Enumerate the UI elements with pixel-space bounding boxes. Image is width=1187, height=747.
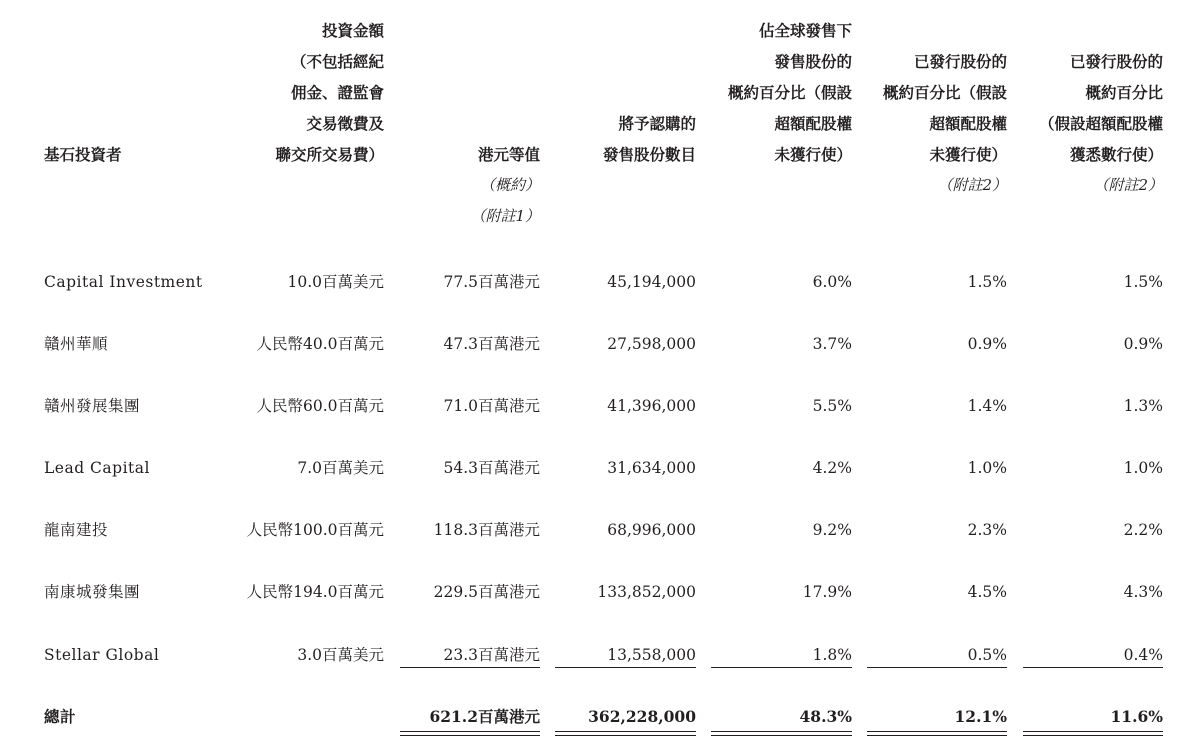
hkd-equivalent: 23.3百萬港元: [443, 646, 540, 664]
note-2: （附註2）: [937, 176, 1007, 194]
header-line: 未獲行使）: [929, 145, 1007, 164]
pct-global-offering: 4.2%: [812, 459, 852, 477]
hkd-equivalent: 47.3百萬港元: [443, 335, 540, 353]
total-label: 總計: [44, 707, 77, 726]
investor-name: Capital Investment: [44, 273, 203, 291]
header-offer-shares: [603, 108, 696, 170]
pct-issued-fully-exercised: 0.9%: [1123, 335, 1163, 353]
investment-amount: 7.0百萬美元: [297, 459, 384, 477]
investor-name: Stellar Global: [44, 646, 160, 664]
total-row: [0, 702, 1187, 732]
offer-shares: 41,396,000: [607, 397, 696, 415]
pct-issued-fully-exercised: 1.3%: [1123, 397, 1163, 415]
pct-issued-fully-exercised: 2.2%: [1123, 521, 1163, 539]
investor-name: 贛州華順: [44, 335, 109, 353]
pct-issued-not-exercised: 4.5%: [967, 583, 1007, 601]
header-line: 聯交所交易費）: [275, 145, 384, 164]
total-double-rule: [867, 731, 1007, 736]
pct-global-offering: 3.7%: [812, 335, 852, 353]
investor-name: 龍南建投: [44, 521, 109, 539]
pct-issued-not-exercised: 0.9%: [967, 335, 1007, 353]
pct-global-offering: 6.0%: [812, 273, 852, 291]
investment-amount: 人民幣60.0百萬元: [256, 397, 384, 415]
pct-issued-not-exercised: 1.5%: [967, 273, 1007, 291]
pct-issued-not-exercised: 0.5%: [967, 646, 1007, 664]
header-hkd-equivalent: [478, 139, 540, 170]
table-row: [0, 577, 1187, 607]
investor-name: Lead Capital: [44, 459, 150, 477]
header-line: 發售股份數目: [602, 145, 696, 164]
header-line: 已發行股份的: [913, 52, 1007, 71]
table-row: [0, 640, 1187, 670]
pct-global-offering: 17.9%: [802, 583, 852, 601]
header-line: 投資金額: [321, 21, 384, 40]
pct-global-offering: 9.2%: [812, 521, 852, 539]
total-offer-shares: 362,228,000: [588, 707, 696, 726]
pct-issued-fully-exercised: 0.4%: [1123, 646, 1163, 664]
header-line: （假設超額配股權: [1038, 114, 1163, 133]
header-pct-global-offering: [728, 15, 852, 170]
table-row: [0, 267, 1187, 297]
header-line: 佣金、證監會: [290, 83, 384, 102]
offer-shares: 31,634,000: [607, 459, 696, 477]
pct-global-offering: 1.8%: [812, 646, 852, 664]
offer-shares: 27,598,000: [607, 335, 696, 353]
header-line: 超額配股權: [774, 114, 852, 133]
total-hkd-equivalent: 621.2百萬港元: [429, 707, 540, 726]
investment-amount: 人民幣100.0百萬元: [246, 521, 384, 539]
total-double-rule: [400, 731, 540, 736]
table-row: [0, 453, 1187, 483]
subtotal-rule: [867, 667, 1007, 668]
offer-shares: 45,194,000: [607, 273, 696, 291]
investment-amount: 人民幣40.0百萬元: [256, 335, 384, 353]
investment-amount: 10.0百萬美元: [287, 273, 384, 291]
note-approx: （概約）: [479, 176, 540, 194]
header-line: 港元等值: [477, 145, 540, 164]
offer-shares: 13,558,000: [607, 646, 696, 664]
investor-name: 南康城發集團: [44, 583, 141, 601]
header-line: 基石投資者: [44, 145, 122, 164]
table-row: [0, 329, 1187, 359]
pct-issued-fully-exercised: 4.3%: [1123, 583, 1163, 601]
header-line: 將予認購的: [618, 114, 696, 133]
hkd-equivalent: 77.5百萬港元: [443, 273, 540, 291]
hkd-equivalent: 54.3百萬港元: [443, 459, 540, 477]
hkd-equivalent: 229.5百萬港元: [433, 583, 540, 601]
hkd-equivalent: 118.3百萬港元: [433, 521, 540, 539]
table-row: [0, 391, 1187, 421]
header-pct-issued-not-exercised: [883, 46, 1007, 170]
total-pct-issued-not-exercised: 12.1%: [954, 707, 1007, 726]
header-line: 發售股份的: [774, 52, 852, 71]
pct-issued-fully-exercised: 1.5%: [1123, 273, 1163, 291]
offer-shares: 68,996,000: [607, 521, 696, 539]
header-line: 概約百分比: [1085, 83, 1163, 102]
note-1: （附註1）: [470, 207, 540, 225]
investor-name: 贛州發展集團: [44, 397, 141, 415]
header-line: 概約百分比（假設: [882, 83, 1007, 102]
hkd-equivalent: 71.0百萬港元: [443, 397, 540, 415]
header-investor: [44, 139, 122, 170]
pct-issued-not-exercised: 2.3%: [967, 521, 1007, 539]
offer-shares: 133,852,000: [597, 583, 696, 601]
header-line: 概約百分比（假設: [727, 83, 852, 102]
total-double-rule: [711, 731, 852, 736]
total-double-rule: [555, 731, 696, 736]
total-pct-global-offering: 48.3%: [799, 707, 852, 726]
header-pct-issued-fully-exercised: [1039, 46, 1163, 170]
subtotal-rule: [711, 667, 852, 668]
header-line: 超額配股權: [929, 114, 1007, 133]
investment-amount: 人民幣194.0百萬元: [246, 583, 384, 601]
header-line: 交易徵費及: [306, 114, 384, 133]
header-line: （不包括經紀: [290, 52, 384, 71]
total-double-rule: [1023, 731, 1163, 736]
pct-issued-not-exercised: 1.4%: [967, 397, 1007, 415]
investment-amount: 3.0百萬美元: [297, 646, 384, 664]
pct-issued-fully-exercised: 1.0%: [1123, 459, 1163, 477]
header-line: 佔全球發售下: [758, 21, 852, 40]
subtotal-rule: [1023, 667, 1163, 668]
subtotal-rule: [555, 667, 696, 668]
note-2: （附註2）: [1093, 176, 1163, 194]
header-line: 獲悉數行使）: [1069, 145, 1163, 164]
pct-global-offering: 5.5%: [812, 397, 852, 415]
subtotal-rule: [400, 667, 540, 668]
table-row: [0, 515, 1187, 545]
header-line: 已發行股份的: [1069, 52, 1163, 71]
pct-issued-not-exercised: 1.0%: [967, 459, 1007, 477]
total-pct-issued-fully-exercised: 11.6%: [1110, 707, 1163, 726]
header-line: 未獲行使）: [774, 145, 852, 164]
header-investment-amount: [275, 15, 384, 170]
